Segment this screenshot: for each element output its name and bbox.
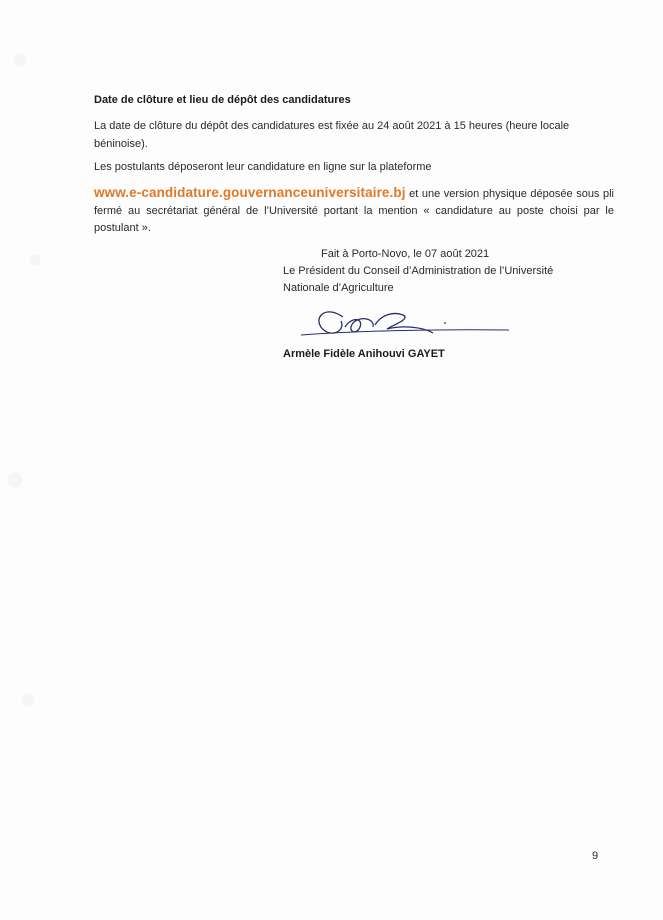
- scan-noise: [0, 0, 60, 920]
- closing-date-paragraph: La date de clôture du dépôt des candidatures est fixée au 24 août 2021 à 15 heures (heure locale béninoise).: [94, 120, 570, 150]
- signature-block: [283, 246, 603, 297]
- physical-submission-text: et une version physique déposée sous pli fermé au secrétariat général de l’Université portant la mention « candidature au poste choisi par le postulant ».: [94, 188, 614, 234]
- platform-link[interactable]: www.e-candidature.gouvernanceuniversitaire.bj: [94, 185, 406, 200]
- physical-submission-paragraph: [94, 184, 614, 237]
- section-heading: Date de clôture et lieu de dépôt des candidatures: [94, 94, 351, 106]
- signatory-title-line-1: Le Président du Conseil d’Administration de l’Université: [283, 265, 554, 277]
- page-number: 9: [592, 850, 599, 862]
- place-date: Fait à Porto-Novo, le 07 août 2021: [321, 248, 490, 260]
- online-submission-paragraph: Les postulants déposeront leur candidature en ligne sur la plateforme: [94, 161, 432, 173]
- signatory-name: Armèle Fidèle Anihouvi GAYET: [283, 348, 445, 360]
- handwritten-signature: [283, 297, 513, 347]
- signatory-title-line-2: Nationale d’Agriculture: [283, 282, 394, 294]
